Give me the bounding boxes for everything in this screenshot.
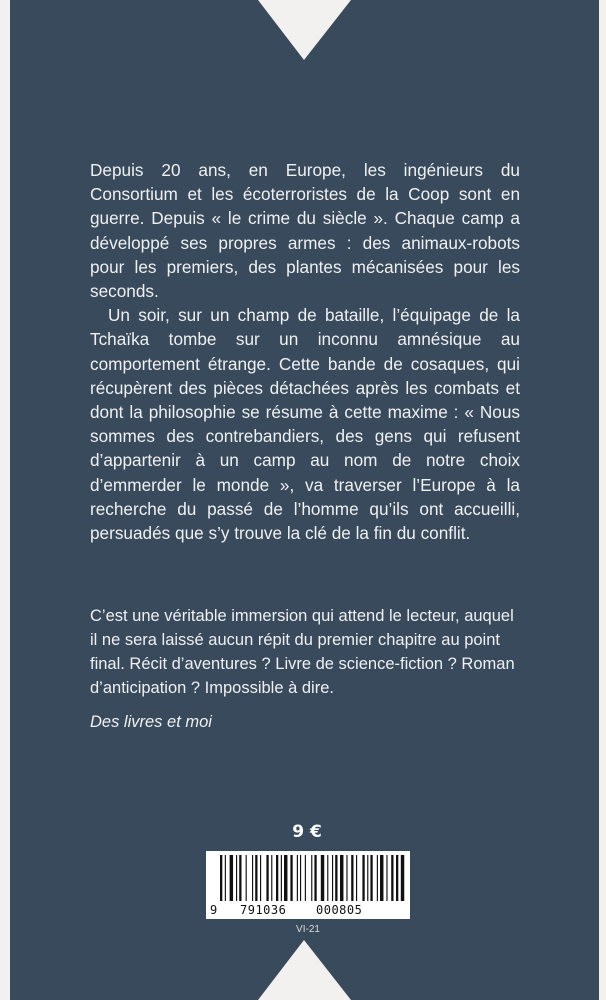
print-code: VI-21 xyxy=(296,924,320,935)
barcode xyxy=(206,851,410,919)
blurb-paragraph-2: Un soir, sur un champ de bataille, l’équipage de la Tchaïka tombe sur un inconnu amnésique au comportement étrange. Cette bande de cosaques, qui récupèrent des pièces détachées après les combats et dont la philosophie se résume à cette maxime : « Nous sommes des contrebandiers, des gens qui refusent d’appartenir à un camp au nom de notre choix d’emmerder le monde », va traverser l’Europe à la recherche du passé de l’homme qu’ils ont accueilli, persuadés que s’y trouve la clé de la fin du conflit. xyxy=(90,305,520,544)
barcode-bars xyxy=(206,851,410,919)
review-source: Des livres et moi xyxy=(90,713,212,731)
blurb xyxy=(90,158,520,545)
back-cover xyxy=(10,0,599,1000)
barcode-group-2: 000805 xyxy=(316,903,363,917)
price: 9 € xyxy=(292,822,322,842)
barcode-group-1: 791036 xyxy=(240,903,287,917)
barcode-lead-digit: 9 xyxy=(210,903,218,917)
blurb-paragraph-1: Depuis 20 ans, en Europe, les ingénieurs du Consortium et les écoterroristes de la Coop sont en guerre. Depuis « le crime du siècle ». Chaque camp a développé ses propres armes : des animaux-robots pour les premiers, des plantes mécanisées pour les seconds. xyxy=(90,160,520,302)
top-notch xyxy=(10,0,599,60)
review-quote: C’est une véritable immersion qui attend le lecteur, auquel il ne sera laissé aucun répit du premier chapitre au point final. Récit d’aventures ? Livre de science-fiction ? Roman d’anticipation ? Impossible à dire. xyxy=(90,607,515,697)
bottom-notch xyxy=(10,940,599,1000)
